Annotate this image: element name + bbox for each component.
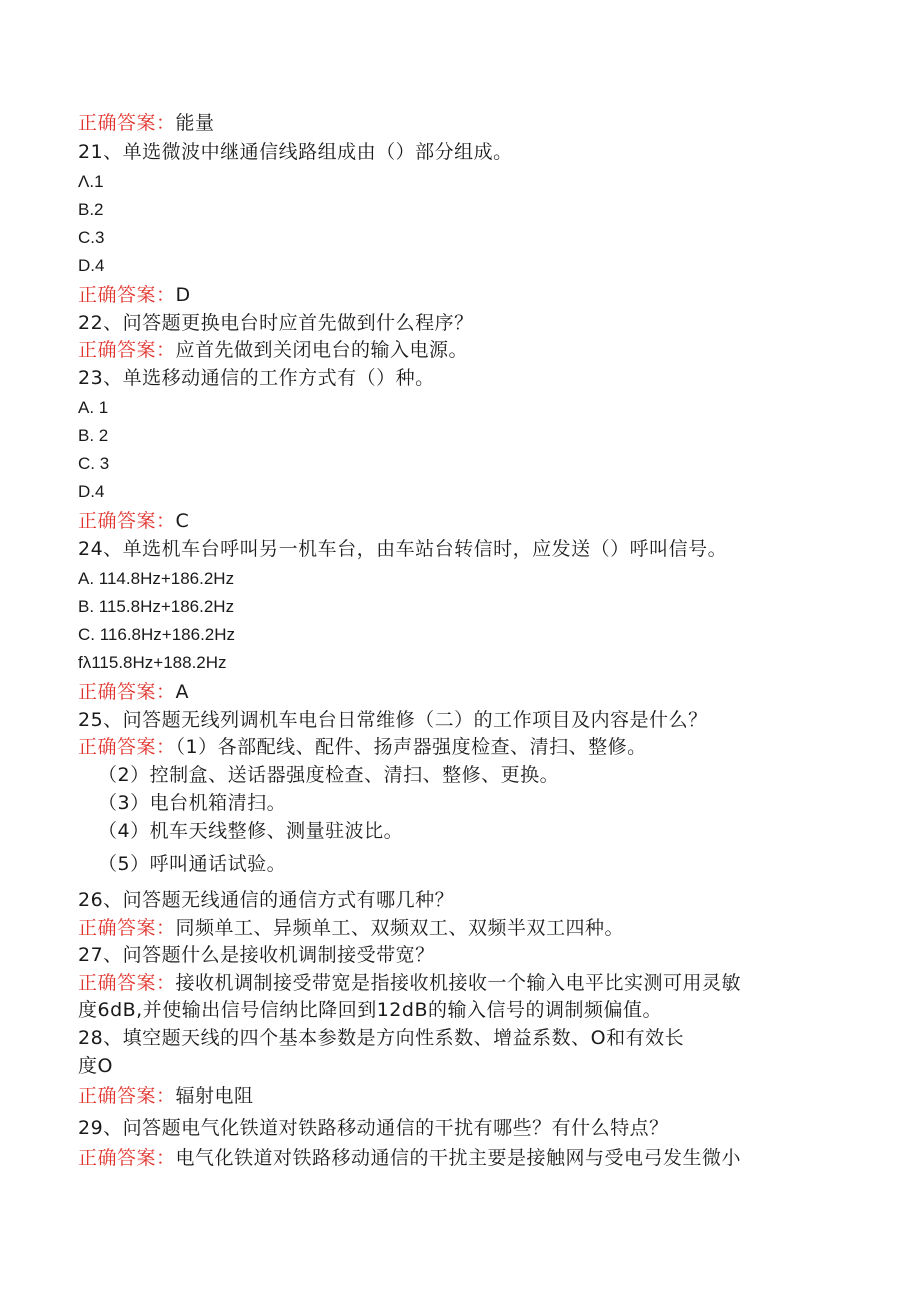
- option-23-b: B. 2: [78, 426, 109, 445]
- question-21: 21、单选微波中继通信线路组成由（）部分组成。: [78, 141, 513, 163]
- answer-label: 正确答案：: [78, 681, 176, 703]
- option-23-d: D.4: [78, 482, 105, 501]
- question-27: 27、问答题什么是接收机调制接受带宽？: [78, 944, 435, 966]
- answer-label: 正确答案：: [78, 1085, 176, 1107]
- answer-28: 正确答案：辐射电阻: [78, 1085, 254, 1107]
- answer-20: 正确答案：能量: [78, 112, 215, 134]
- answer-25-line-4: （4）机车天线整修、测量驻波比。: [98, 820, 404, 842]
- question-24: 24、单选机车台呼叫另一机车台，由车站台转信时，应发送（）呼叫信号。: [78, 538, 728, 560]
- answer-label: 正确答案：: [78, 510, 176, 532]
- answer-21: 正确答案：D: [78, 284, 191, 306]
- option-21-b: B.2: [78, 200, 104, 219]
- answer-25-line-3: （3）电台机箱清扫。: [98, 792, 287, 814]
- option-21-a: Λ.1: [78, 172, 104, 191]
- answer-22: 正确答案：应首先做到关闭电台的输入电源。: [78, 339, 469, 361]
- answer-label: 正确答案：: [78, 112, 176, 134]
- answer-label: 正确答案：: [78, 339, 176, 361]
- option-24-b: B. 115.8Hz+186.2Hz: [78, 597, 235, 616]
- answer-24: 正确答案：A: [78, 681, 190, 703]
- answer-label: 正确答案：: [78, 736, 176, 758]
- answer-25-line-5: （5）呼叫通话试验。: [98, 853, 287, 875]
- answer-26: 正确答案：同频单工、异频单工、双频双工、双频半双工四种。: [78, 917, 625, 939]
- question-23: 23、单选移动通信的工作方式有（）种。: [78, 367, 435, 389]
- question-28: 28、填空题天线的四个基本参数是方向性系数、增益系数、O和有效长: [78, 1027, 685, 1049]
- option-24-c: C. 116.8Hz+186.2Hz: [78, 625, 236, 644]
- option-21-d: D.4: [78, 256, 105, 275]
- question-28-line-2: 度O: [78, 1055, 113, 1077]
- answer-label: 正确答案：: [78, 1147, 176, 1169]
- answer-label: 正确答案：: [78, 284, 176, 306]
- answer-23: 正确答案：C: [78, 510, 190, 532]
- option-24-a: A. 114.8Hz+186.2Hz: [78, 569, 235, 588]
- option-23-c: C. 3: [78, 454, 110, 473]
- option-21-c: C.3: [78, 228, 105, 247]
- question-26: 26、问答题无线通信的通信方式有哪几种？: [78, 889, 455, 911]
- answer-25: 正确答案：（1）各部配线、配件、扬声器强度检查、清扫、整修。: [78, 736, 647, 758]
- answer-label: 正确答案：: [78, 917, 176, 939]
- answer-29: 正确答案：电气化铁道对铁路移动通信的干扰主要是接触网与受电弓发生微小: [78, 1147, 742, 1169]
- option-24-d: fλ115.8Hz+188.2Hz: [78, 653, 227, 672]
- answer-27: 正确答案：接收机调制接受带宽是指接收机接收一个输入电平比实测可用灵敏: [78, 972, 742, 994]
- answer-label: 正确答案：: [78, 972, 176, 994]
- question-22: 22、问答题更换电台时应首先做到什么程序？: [78, 312, 474, 334]
- option-23-a: A. 1: [78, 398, 109, 417]
- question-25: 25、问答题无线列调机车电台日常维修（二）的工作项目及内容是什么？: [78, 709, 708, 731]
- question-29: 29、问答题电气化铁道对铁路移动通信的干扰有哪些？有什么特点？: [78, 1117, 669, 1139]
- answer-27-line-2: 度6dB,并使输出信号信纳比降回到12dB的输入信号的调制频偏值。: [78, 999, 662, 1021]
- answer-25-line-2: （2）控制盒、送话器强度检查、清扫、整修、更换。: [98, 764, 560, 786]
